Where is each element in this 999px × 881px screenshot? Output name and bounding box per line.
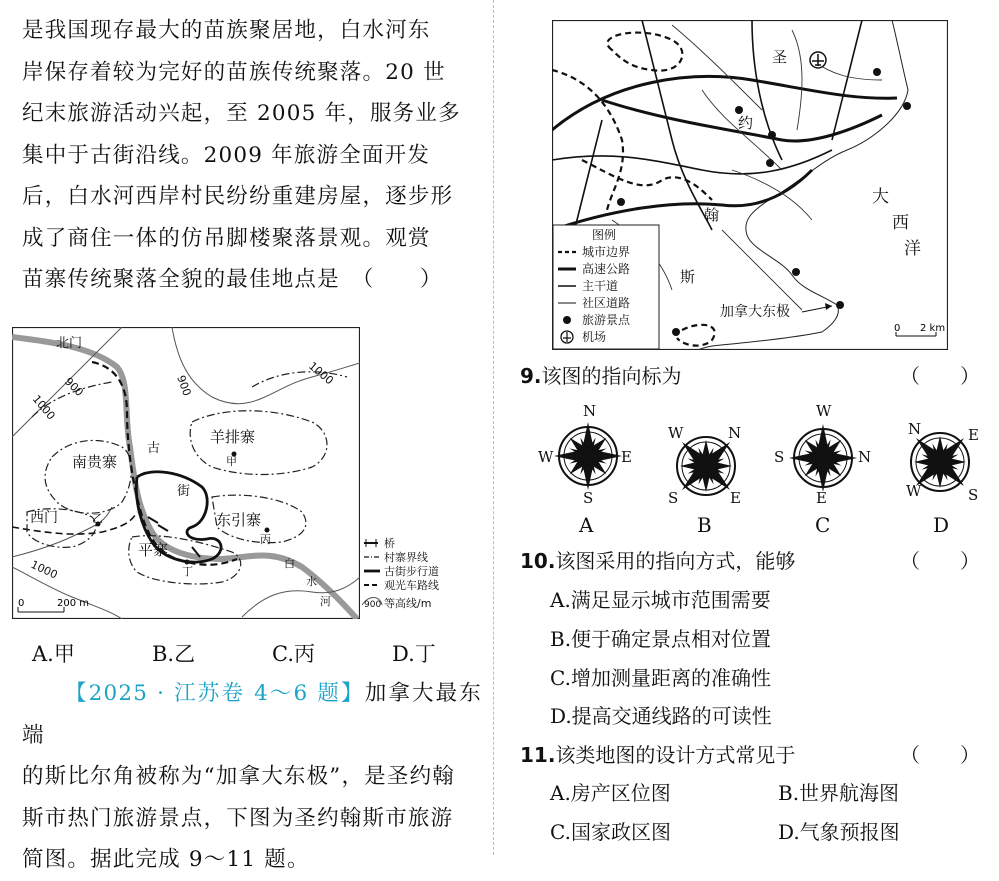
answer-paren: （ ） xyxy=(900,364,980,388)
label-bai: 白 xyxy=(284,557,295,570)
contour-label: 1000 xyxy=(29,392,58,423)
label-sheng: 圣 xyxy=(772,48,788,66)
svg-text:0: 0 xyxy=(894,323,901,334)
svg-text:0: 0 xyxy=(18,598,25,609)
svg-text:2 km: 2 km xyxy=(920,323,946,334)
compass-d[interactable] xyxy=(888,410,988,514)
label-yue: 约 xyxy=(738,114,754,132)
stem-line: 集中于古街沿线。2009 年旅游全面开发 xyxy=(22,142,431,168)
svg-text:机场: 机场 xyxy=(582,330,607,344)
q11-option-a[interactable]: A.房产区位图 xyxy=(550,781,671,805)
label-yi: 乙 xyxy=(92,512,103,525)
svg-text:S: S xyxy=(774,448,785,466)
q9-number: 9. xyxy=(520,364,542,388)
compass-c[interactable] xyxy=(774,402,871,507)
svg-text:S: S xyxy=(583,489,594,507)
stem-line: 是我国现存最大的苗族聚居地，白水河东 xyxy=(22,18,431,43)
compass-label-b: B xyxy=(697,513,712,537)
legend-bus-route xyxy=(364,578,439,592)
miao-village-map xyxy=(12,327,360,619)
svg-text:E: E xyxy=(816,489,827,507)
q10-option-c[interactable]: C.增加测量距离的准确性 xyxy=(550,666,771,690)
intro-line: 加拿大最东端 xyxy=(22,681,482,748)
label-beimen: 北门 xyxy=(56,336,83,351)
legend-old-street xyxy=(364,564,439,578)
legend-bridge xyxy=(364,536,395,550)
q8-options xyxy=(32,638,512,668)
svg-text:S: S xyxy=(668,489,679,507)
svg-text:城市边界: 城市边界 xyxy=(582,245,631,259)
q10-option-b[interactable]: B.便于确定景点相对位置 xyxy=(550,627,772,651)
q9 xyxy=(520,357,980,395)
answer-paren: （ ） xyxy=(900,549,980,573)
q9-text: 该图的指向标为 xyxy=(541,364,682,388)
option-c[interactable]: C.丙 xyxy=(272,642,315,666)
option-b[interactable]: B.乙 xyxy=(152,642,196,666)
intro-line: 简图。据此完成 9～11 题。 xyxy=(22,847,310,872)
stem-line: 纪末旅游活动兴起，至 2005 年，服务业多 xyxy=(22,101,461,126)
question-stem xyxy=(22,10,482,301)
svg-text:W: W xyxy=(538,448,554,466)
contour-label: 900 xyxy=(174,373,194,398)
map2-legend xyxy=(553,225,659,349)
answer-paren: （ ） xyxy=(900,743,980,767)
source-tag: 【2025 · 江苏卷 4～6 题】 xyxy=(65,681,365,706)
label-ding: 丁 xyxy=(182,565,193,578)
q10-option-d[interactable]: D.提高交通线路的可读性 xyxy=(550,704,772,728)
svg-text:E: E xyxy=(730,489,741,507)
compass-label-a: A xyxy=(579,513,594,537)
q11-number: 11. xyxy=(520,743,556,767)
stem-line: 成了商住一体的仿吊脚楼聚落景观。观赏 xyxy=(22,225,431,251)
svg-text:N: N xyxy=(908,420,922,438)
compass-a[interactable] xyxy=(538,402,632,507)
svg-text:桥: 桥 xyxy=(384,537,395,550)
q11 xyxy=(520,736,980,774)
contour-label: 1000 xyxy=(28,557,60,582)
q11-option-d[interactable]: D.气象预报图 xyxy=(778,820,900,844)
label-jie: 街 xyxy=(177,484,191,499)
q10-number: 10. xyxy=(520,549,556,573)
airport-icon xyxy=(810,52,826,68)
svg-text:W: W xyxy=(816,402,832,420)
svg-text:900: 900 xyxy=(364,600,382,610)
label-ximen: 西门 xyxy=(30,510,58,526)
label-bing: 丙 xyxy=(260,533,271,546)
label-gu: 古 xyxy=(147,441,161,456)
compass-b[interactable] xyxy=(654,414,758,518)
label-si: 斯 xyxy=(680,268,696,286)
svg-text:等高线/m: 等高线/m xyxy=(384,597,432,610)
svg-text:200 m: 200 m xyxy=(57,598,90,609)
label-xi: 西 xyxy=(892,213,909,233)
q11-text: 该类地图的设计方式常见于 xyxy=(555,743,796,767)
svg-text:E: E xyxy=(968,426,979,444)
compass-options xyxy=(528,398,988,538)
svg-text:古街步行道: 古街步行道 xyxy=(384,565,439,578)
svg-text:E: E xyxy=(621,448,632,466)
contour-label: 1000 xyxy=(306,359,336,388)
intro-paragraph xyxy=(22,673,482,881)
label-he: 河 xyxy=(320,595,331,608)
label-nanguizhai: 南贵寨 xyxy=(72,453,118,471)
label-east-pole: 加拿大东极 xyxy=(720,304,790,320)
compass-label-c: C xyxy=(815,513,831,537)
option-d[interactable]: D.丁 xyxy=(392,642,436,666)
intro-line: 斯市热门旅游景点，下图为圣约翰斯市旅游 xyxy=(22,805,454,831)
q10 xyxy=(520,542,980,580)
q10-text: 该图采用的指向方式，能够 xyxy=(555,549,796,573)
intro-line: 的斯比尔角被称为“加拿大东极”，是圣约翰 xyxy=(22,764,455,789)
label-yangpaizhai: 羊排寨 xyxy=(210,428,256,446)
svg-text:主干道: 主干道 xyxy=(582,279,619,293)
label-dongyinzhai: 东引寨 xyxy=(216,511,262,529)
q11-option-c[interactable]: C.国家政区图 xyxy=(550,820,671,844)
svg-text:社区道路: 社区道路 xyxy=(582,296,631,310)
label-pingzhai: 平寨 xyxy=(138,541,169,559)
column-divider xyxy=(493,0,494,855)
compass-label-d: D xyxy=(933,513,950,537)
option-a[interactable]: A.甲 xyxy=(32,642,75,666)
label-yang: 洋 xyxy=(904,239,921,259)
svg-text:旅游景点: 旅游景点 xyxy=(582,313,631,327)
svg-text:W: W xyxy=(906,482,922,500)
map1-legend xyxy=(362,535,487,615)
svg-text:N: N xyxy=(858,448,872,466)
svg-text:村寨界线: 村寨界线 xyxy=(384,551,428,564)
label-da: 大 xyxy=(872,187,889,207)
svg-text:观光车路线: 观光车路线 xyxy=(384,579,439,592)
svg-text:N: N xyxy=(728,424,742,442)
svg-text:图例: 图例 xyxy=(592,228,617,242)
svg-text:W: W xyxy=(668,424,684,442)
legend-village-boundary xyxy=(364,550,428,564)
stem-line: 后，白水河西岸村民纷纷重建房屋，逐步形 xyxy=(22,184,454,209)
stem-line: 苗寨传统聚落全貌的最佳地点是 （ ） xyxy=(22,267,443,292)
q10-option-a[interactable]: A.满足显示城市范围需要 xyxy=(550,588,771,612)
label-han: 翰 xyxy=(704,206,720,224)
label-shui: 水 xyxy=(306,575,317,588)
svg-text:S: S xyxy=(968,486,979,504)
st-johns-map xyxy=(552,20,948,350)
svg-text:N: N xyxy=(583,402,597,420)
q11-option-b[interactable]: B.世界航海图 xyxy=(778,781,900,805)
stem-line: 岸保存着较为完好的苗族传统聚落。20 世 xyxy=(22,59,446,85)
contour-label: 900 xyxy=(61,374,86,399)
label-jia: 甲 xyxy=(226,455,237,468)
svg-text:高速公路: 高速公路 xyxy=(582,262,631,276)
legend-contour xyxy=(362,596,431,610)
